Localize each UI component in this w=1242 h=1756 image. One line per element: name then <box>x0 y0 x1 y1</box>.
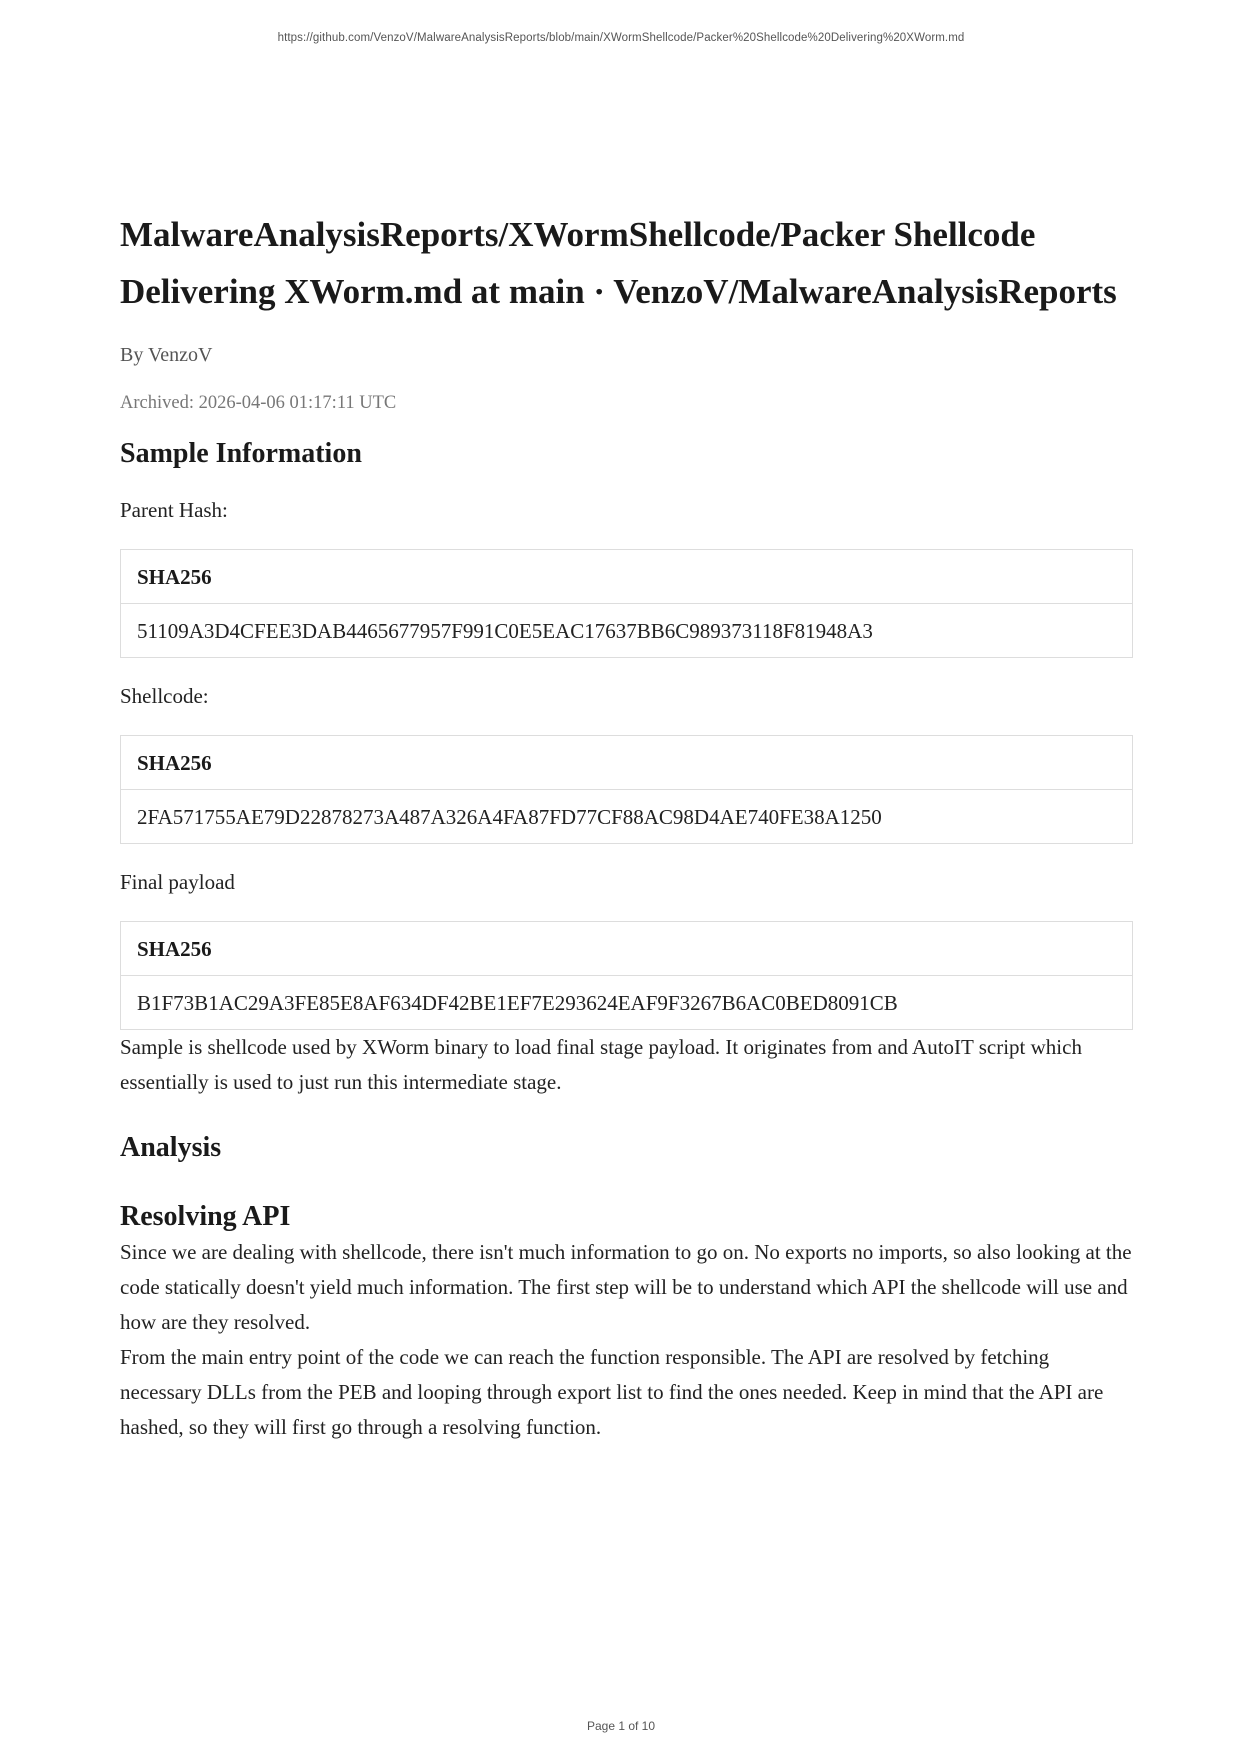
final-payload-label: Final payload <box>120 870 235 894</box>
resolving-api-paragraph-1: Since we are dealing with shellcode, there isn't much information to go on. No exports no imports, so also looking at the code statically doesn't yield much information. The first step will be to understand which API the shellcode will use and how are they resolved. <box>120 1240 1132 1334</box>
table-header-row <box>121 922 1133 976</box>
shellcode-hash-value: 2FA571755AE79D22878273A487A326A4FA87FD77CF88AC98D4AE740FE38A1250 <box>121 790 1133 844</box>
table-header-row <box>121 736 1133 790</box>
table-row <box>121 604 1133 658</box>
parent-hash-table <box>120 549 1133 658</box>
archived-timestamp: Archived: 2026-04-06 01:17:11 UTC <box>120 393 397 413</box>
resolving-api-paragraph-2: From the main entry point of the code we can reach the function responsible. The API are resolved by fetching necessary DLLs from the PEB and looping through export list to find the ones needed. Keep in mind that the API are hashed, so they will first go through a resolving function. <box>120 1345 1104 1439</box>
table-header-cell: SHA256 <box>121 736 1133 790</box>
article <box>120 206 1133 1445</box>
table-header-cell: SHA256 <box>121 922 1133 976</box>
source-url: https://github.com/VenzoV/MalwareAnalysisReports/blob/main/XWormShellcode/Packer%20Shellcode%20Delivering%20XWorm.md <box>277 32 965 44</box>
table-header-row <box>121 550 1133 604</box>
table-row <box>121 976 1133 1030</box>
heading-resolving-api: Resolving API <box>120 1201 291 1232</box>
heading-sample-information: Sample Information <box>120 438 362 469</box>
page-number: Page 1 of 10 <box>586 1719 656 1733</box>
heading-analysis: Analysis <box>120 1132 222 1163</box>
parent-hash-label: Parent Hash: <box>120 498 228 522</box>
page-title: MalwareAnalysisReports/XWormShellcode/Packer Shellcode Delivering XWorm.md at main · VenzoV/MalwareAnalysisReports <box>120 215 1117 311</box>
final-payload-hash-value: B1F73B1AC29A3FE85E8AF634DF42BE1EF7E293624EAF9F3267B6AC0BED8091CB <box>121 976 1133 1030</box>
shellcode-hash-label: Shellcode: <box>120 684 209 708</box>
byline: By VenzoV <box>120 344 213 366</box>
table-row <box>121 790 1133 844</box>
final-payload-hash-table <box>120 921 1133 1030</box>
table-header-cell: SHA256 <box>121 550 1133 604</box>
parent-hash-value: 51109A3D4CFEE3DAB4465677957F991C0E5EAC17637BB6C989373118F81948A3 <box>121 604 1133 658</box>
sample-summary-paragraph: Sample is shellcode used by XWorm binary to load final stage payload. It originates from and AutoIT script which essentially is used to just run this intermediate stage. <box>120 1035 1082 1094</box>
shellcode-hash-table <box>120 735 1133 844</box>
